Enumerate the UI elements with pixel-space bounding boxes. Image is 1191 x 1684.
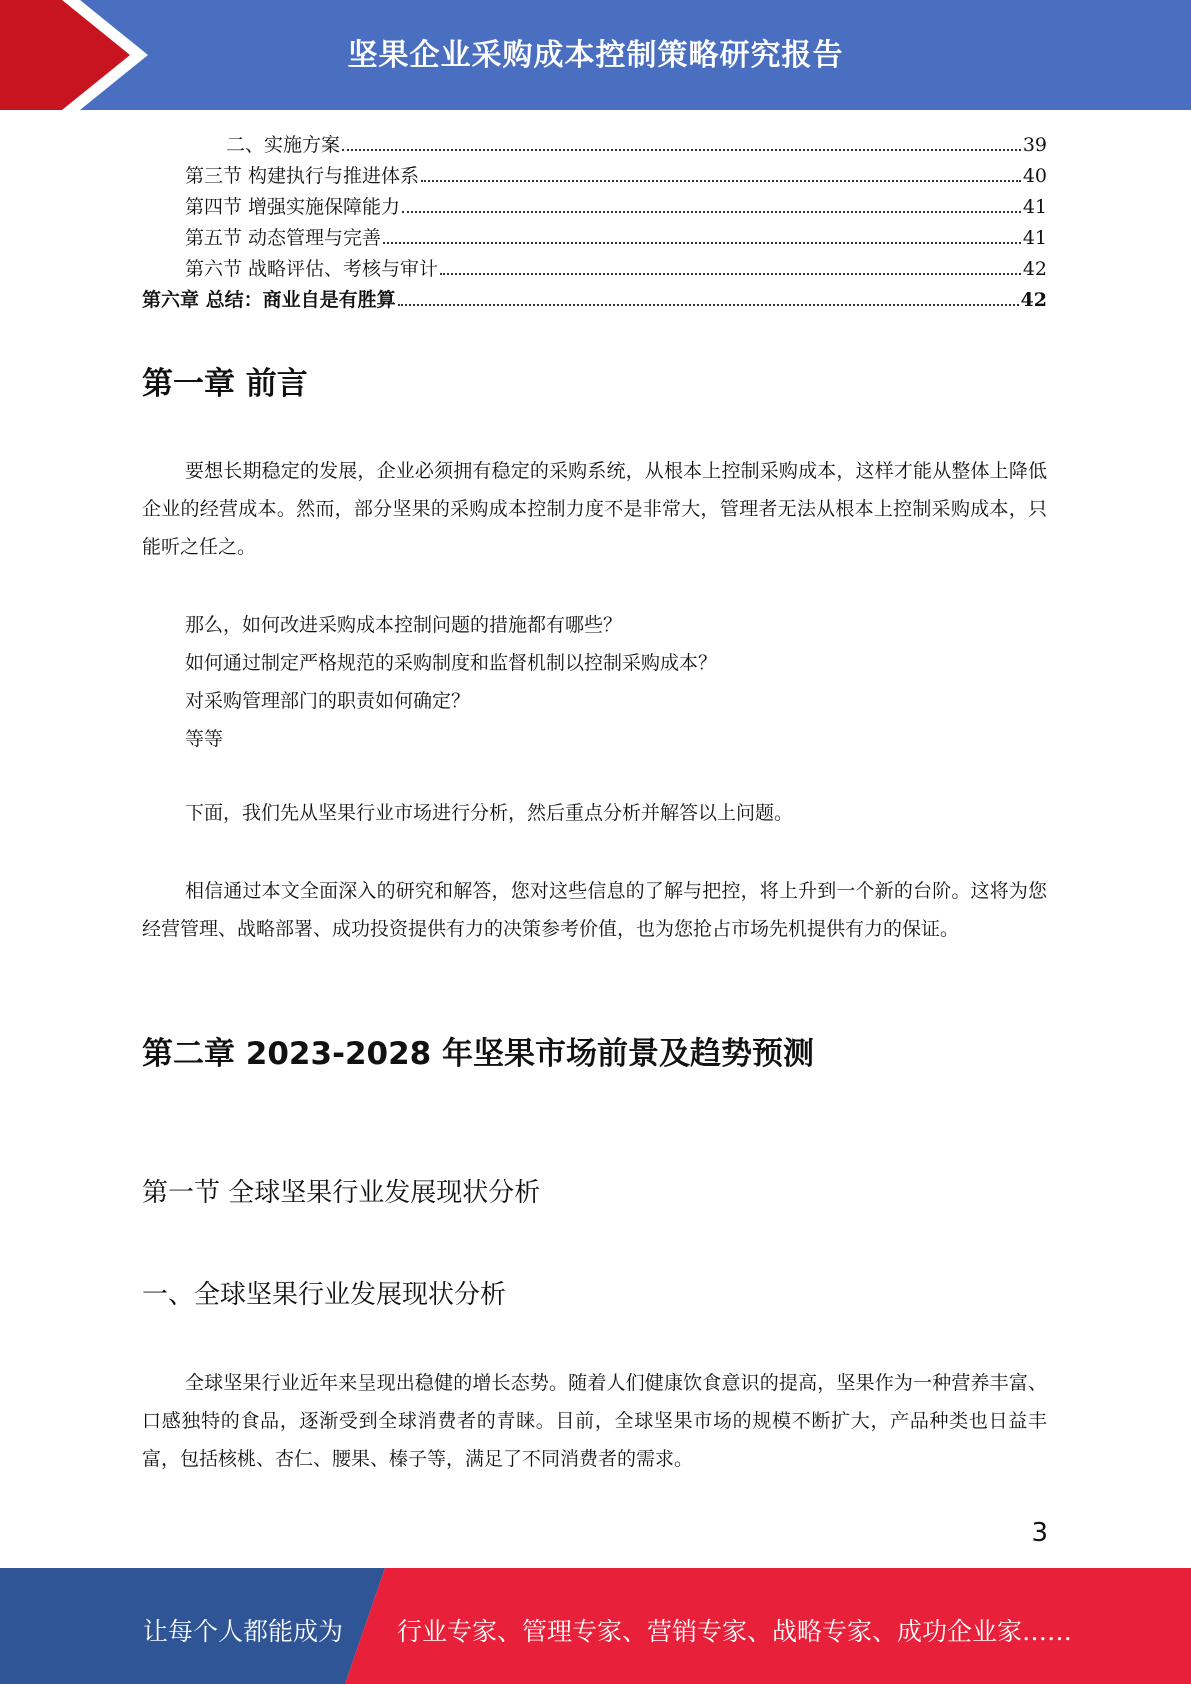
- footer-slogan-left: 让每个人都能成为: [143, 1617, 344, 1646]
- toc-entry-page: 41: [1022, 196, 1047, 218]
- toc-entry-page: 41: [1022, 227, 1047, 249]
- toc-entry-label: 第六节 战略评估、考核与审计: [185, 258, 439, 280]
- toc-entry-page: 39: [1022, 134, 1047, 156]
- chapter-heading: 第二章 2023-2028 年坚果市场前景及趋势预测: [142, 1036, 815, 1072]
- toc-entry[interactable]: [142, 254, 1047, 285]
- question-line: 那么，如何改进采购成本控制问题的措施都有哪些？: [185, 614, 623, 636]
- body-paragraph: 要想长期稳定的发展，企业必须拥有稳定的采购系统，从根本上控制采购成本，这样才能从整体上降低企业的经营成本。然而，部分坚果的采购成本控制力度不是非常大，管理者无法从根本上控制采购成本，只能听之任之。: [142, 460, 1047, 558]
- footer-slogan-right: 行业专家、管理专家、营销专家、战略专家、成功企业家……: [397, 1617, 1073, 1646]
- toc-leader-dots: [402, 210, 1021, 213]
- toc-entry-label: 第三节 构建执行与推进体系: [185, 165, 420, 187]
- body-paragraph: 下面，我们先从坚果行业市场进行分析，然后重点分析并解答以上问题。: [185, 802, 794, 824]
- question-line: 如何通过制定严格规范的采购制度和监督机制以控制采购成本？: [185, 652, 718, 674]
- toc-entry-page: 40: [1022, 165, 1047, 187]
- toc-leader-dots: [440, 272, 1021, 275]
- toc-entry-page: 42: [1020, 289, 1047, 311]
- section-heading: 第一节 全球坚果行业发展现状分析: [142, 1178, 541, 1208]
- body-paragraph: 全球坚果行业近年来呈现出稳健的增长态势。随着人们健康饮食意识的提高，坚果作为一种营养丰富、口感独特的食品，逐渐受到全球消费者的青睐。目前，全球坚果市场的规模不断扩大，产品种类也日益丰富，包括核桃、杏仁、腰果、榛子等，满足了不同消费者的需求。: [142, 1372, 1047, 1470]
- subsection-heading: 一、全球坚果行业发展现状分析: [142, 1280, 507, 1310]
- toc-leader-dots: [421, 179, 1021, 182]
- toc-leader-dots: [342, 148, 1021, 151]
- toc-leader-dots: [383, 241, 1021, 244]
- toc-leader-dots: [398, 303, 1019, 306]
- page-number: 3: [1031, 1518, 1048, 1548]
- table-of-contents: [142, 130, 1047, 316]
- toc-entry-label: 二、实施方案: [226, 134, 341, 156]
- toc-entry[interactable]: [142, 161, 1047, 192]
- page-footer: [0, 1568, 1191, 1684]
- report-title: 坚果企业采购成本控制策略研究报告: [347, 38, 844, 73]
- toc-entry-label: 第五节 动态管理与完善: [185, 227, 382, 249]
- toc-entry[interactable]: [142, 223, 1047, 254]
- toc-entry-label: 第四节 增强实施保障能力: [185, 196, 401, 218]
- toc-entry-label: 第六章 总结：商业自是有胜算: [142, 289, 396, 311]
- toc-entry[interactable]: [142, 192, 1047, 223]
- page-header: [0, 0, 1191, 110]
- body-paragraph: 相信通过本文全面深入的研究和解答，您对这些信息的了解与把控，将上升到一个新的台阶。这将为您经营管理、战略部署、成功投资提供有力的决策参考价值，也为您抢占市场先机提供有力的保证。: [142, 880, 1047, 940]
- toc-entry-page: 42: [1022, 258, 1047, 280]
- question-line: 等等: [185, 728, 224, 750]
- toc-entry[interactable]: [142, 285, 1047, 316]
- chapter-heading: 第一章 前言: [142, 366, 308, 402]
- question-line: 对采购管理部门的职责如何确定？: [185, 690, 471, 712]
- toc-entry[interactable]: [142, 130, 1047, 161]
